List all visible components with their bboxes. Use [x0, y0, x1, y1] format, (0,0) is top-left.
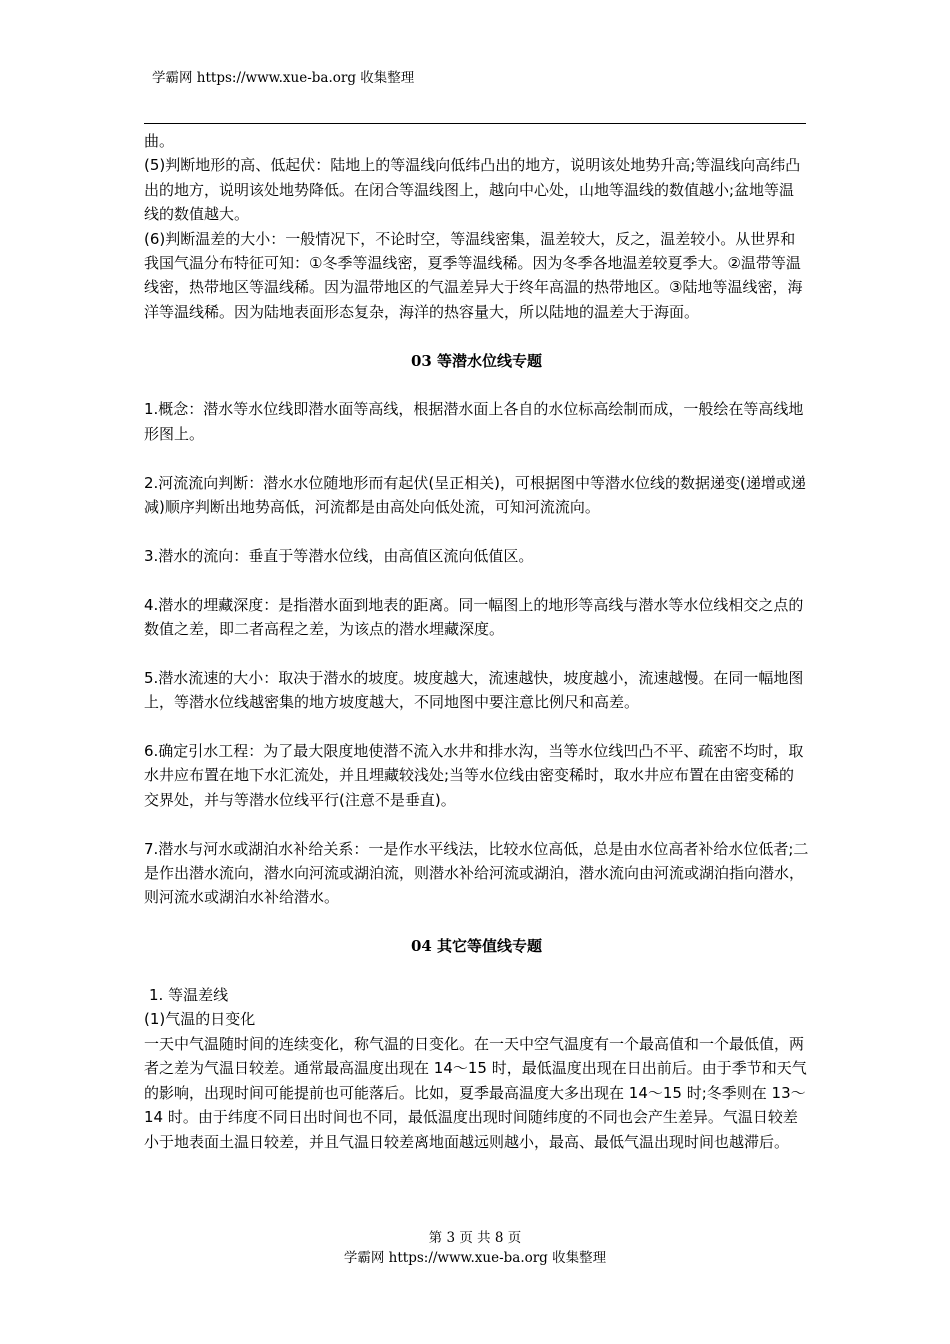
page-header: 学霸网 https://www.xue-ba.org 收集整理	[152, 70, 415, 86]
document-body	[144, 129, 809, 1154]
section-heading: 03 等潜水位线专题	[410, 351, 543, 370]
paragraph: 2.河流流向判断：潜水水位随地形而有起伏(呈正相关)，可根据图中等潜水位线的数据递变(递增或递减)顺序判断出地势高低，河流都是由高处向低处流，可知河流流向。	[144, 473, 806, 517]
paragraph: (5)判断地形的高、低起伏：陆地上的等温线向低纬凸出的地方，说明该处地势升高;等温线向高纬凸出的地方，说明该处地势降低。在闭合等温线图上，越向中心处，山地等温线的数值越小;盆地等温线的数值越大。	[144, 156, 801, 224]
section-heading: 04 其它等值线专题	[410, 937, 543, 956]
paragraph: 一天中气温随时间的连续变化，称气温的日变化。在一天中空气温度有一个最高值和一个最低值，两者之差为气温日较差。通常最高温度出现在 14～15 时，最低温度出现在日出前后。由于季节和天气的影响，出现时间可能提前也可能落后。比如，夏季最高温度大多出现在 14～15 时;冬季则在 13～14 时。由于纬度不同日出时间也不同，最低温度出现时间随纬度的不同也会产生差异。气温日较差小于地表面土温日较差，并且气温日较差离地面越远则越小，最高、最低气温出现时间也越滞后。	[144, 1034, 807, 1151]
subsection-title: (1)气温的日变化	[144, 1010, 256, 1029]
paragraph: 4.潜水的埋藏深度：是指潜水面到地表的距离。同一幅图上的地形等高线与潜水等水位线相交之点的数值之差，即二者高程之差，为该点的潜水埋藏深度。	[144, 595, 804, 639]
paragraph: 6.确定引水工程：为了最大限度地使潜不流入水井和排水沟，当等水位线凹凸不平、疏密不均时，取水井应布置在地下水汇流处，并且埋藏较浅处;当等水位线由密变稀时，取水井应布置在由密变稀的交界处，并与等潜水位线平行(注意不是垂直)。	[144, 742, 804, 809]
subsection-title: 1. 等温差线	[149, 986, 229, 1005]
paragraph: 7.潜水与河水或湖泊水补给关系：一是作水平线法，比较水位高低，总是由水位高者补给水位低者;二是作出潜水流向，潜水向河流或湖泊流，则潜水补给河流或湖泊，潜水流向由河流或湖泊指向潜水，则河流水或湖泊水补给潜水。	[144, 839, 809, 907]
paragraph: 3.潜水的流向：垂直于等潜水位线，由高值区流向低值区。	[144, 546, 534, 565]
paragraph: 1.概念：潜水等水位线即潜水面等高线，根据潜水面上各自的水位标高绘制而成，一般绘在等高线地形图上。	[144, 400, 804, 443]
page-number: 第 3 页 共 8 页	[428, 1230, 522, 1246]
paragraph: 5.潜水流速的大小：取决于潜水的坡度。坡度越大，流速越快，坡度越小，流速越慢。在同一幅地图上，等潜水位线越密集的地方坡度越大，不同地图中要注意比例尺和高差。	[144, 668, 804, 712]
header-divider	[144, 123, 806, 124]
page-footer: 学霸网 https://www.xue-ba.org 收集整理	[343, 1250, 607, 1266]
paragraph: 曲。	[144, 132, 175, 150]
paragraph: (6)判断温差的大小：一般情况下，不论时空，等温线密集，温差较大，反之，温差较小。从世界和我国气温分布特征可知：①冬季等温线密，夏季等温线稀。因为冬季各地温差较夏季大。②温带等温线密，热带地区等温线稀。因为温带地区的气温差异大于终年高温的热带地区。③陆地等温线密，海洋等温线稀。因为陆地表面形态复杂，海洋的热容量大，所以陆地的温差大于海面。	[144, 229, 803, 321]
